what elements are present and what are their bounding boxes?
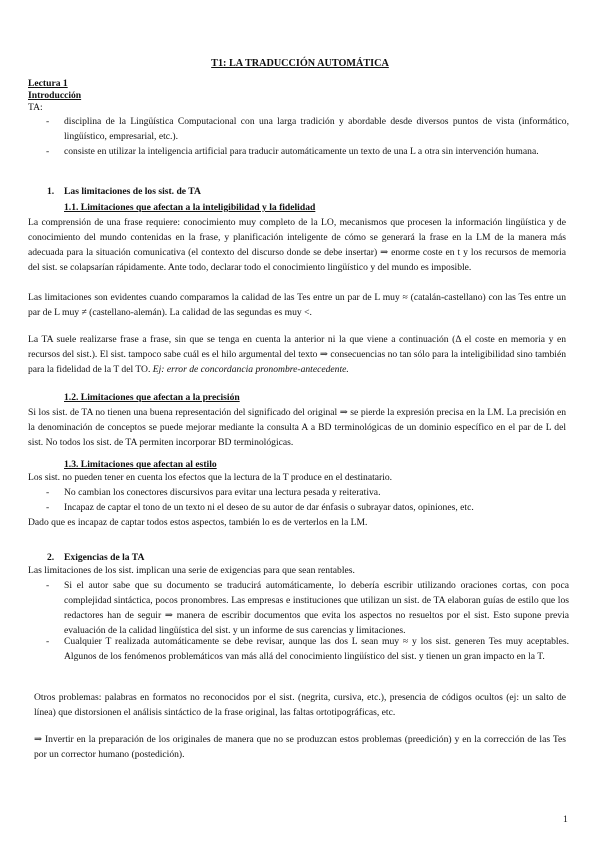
- bullet-dash: -: [46, 146, 50, 157]
- section-2-number: 2.: [47, 552, 55, 563]
- section-2-intro: Las limitaciones de los sist. implican una serie de exigencias para que sean rentables.: [28, 565, 355, 576]
- page-number: 1: [563, 814, 568, 825]
- section-1-1-paragraph-3: [28, 332, 566, 377]
- bullet-dash: -: [46, 636, 50, 647]
- paragraph-3-text: La TA suele realizarse frase a frase, sin que se tenga en cuenta la anterior ni la que viene a continuación (Δ el coste en memoria y en recursos del sist.). El sist. tampoco sabe cuál es el hilo argumental del texto ⇒ consecuencias no tan sólo para la inteligibilidad sino también para la fidelidad de la T del TO.: [28, 334, 566, 375]
- section-1-3-title: 1.3. Limitaciones que afectan al estilo: [64, 459, 217, 470]
- intro-bullet: disciplina de la Lingüística Computacional con una larga tradición y abordable desde diversos puntos de vista (informático, lingüístico, empresarial, etc.).: [64, 116, 569, 142]
- ta-label: TA:: [28, 102, 43, 113]
- section-1-3-paragraph: Los sist. no pueden tener en cuenta los efectos que la lectura de la T produce en el destinatario.: [28, 472, 393, 483]
- section-2-title: Exigencias de la TA: [64, 552, 145, 563]
- style-bullet: Incapaz de captar el tono de un texto ni el deseo de su autor de dar énfasis o subrayar datos, opiniones, etc.: [64, 502, 474, 513]
- section-1-title: Las limitaciones de los sist. de TA: [64, 186, 201, 197]
- lectura-heading: Lectura 1: [28, 78, 68, 89]
- section-1-3-closing: Dado que es incapaz de captar todos estos aspectos, también lo es de verterlos en la LM.: [28, 517, 368, 528]
- section-1-1-title: 1.1. Limitaciones que afectan a la inteligibilidad y la fidelidad: [64, 202, 316, 213]
- requirements-bullet: Si el autor sabe que su documento se traducirá automáticamente, lo debería escribir utilizando oraciones cortas, con poca complejidad sintáctica, pocos pronombres. Las empresas e instituciones que utilizan un sist. de TA elaboran guías de estilo que los redactores han de seguir ⇒ manera de escribir documentos que evita los aspectos no resueltos por el sist. Esto supone previa evaluación de la calidad lingüística del sist. y un informe de sus carencias y limitaciones.: [64, 580, 569, 636]
- section-1-2-paragraph: Si los sist. de TA no tienen una buena representación del significado del original ⇒ se pierde la expresión precisa en la LM. La precisión en la denominación de conceptos se puede mejorar mediante la consulta A a BD terminológicas de un dominio específico en el par de L del sist. No todos los sist. de TA permiten incorporar BD terminológicas.: [28, 407, 566, 448]
- requirements-bullet: Cualquier T realizada automáticamente se debe revisar, aunque las dos L sean muy ≈ y los sist. generen Tes muy aceptables. Algunos de los fenómenos problemáticos van más allá del conocimiento lingüístico del sist. y tienen un gran impacto en la T.: [64, 636, 569, 662]
- bullet-dash: -: [46, 116, 50, 127]
- page-title: T1: LA TRADUCCIÓN AUTOMÁTICA: [211, 58, 389, 69]
- bullet-dash: -: [46, 502, 50, 513]
- section-1-1-paragraph-2: Las limitaciones son evidentes cuando comparamos la calidad de las Tes entre un par de L muy ≈ (catalán-castellano) con las Tes entre un par de L muy ≠ (castellano-alemán). La calidad de las segundas es muy <.: [28, 292, 566, 318]
- investment-paragraph: ⇒ Invertir en la preparación de los originales de manera que no se produzcan estos problemas (preedición) y en la corrección de las Tes por un corrector humano (postedición).: [34, 734, 566, 760]
- style-bullet: No cambian los conectores discursivos para evitar una lectura pesada y reiterativa.: [64, 487, 381, 498]
- section-1-2-title: 1.2. Limitaciones que afectan a la precisión: [64, 392, 240, 403]
- bullet-dash: -: [46, 487, 50, 498]
- other-problems-paragraph: Otros problemas: palabras en formatos no reconocidos por el sist. (negrita, cursiva, etc.), presencia de códigos ocultos (ej: un salto de línea) que distorsionen el análisis sintáctico de la frase original, las faltas ortotipográficas, etc.: [34, 692, 566, 718]
- intro-bullet: consiste en utilizar la inteligencia artificial para traducir automáticamente un texto de una L a otra sin intervención humana.: [64, 146, 539, 157]
- section-1-number: 1.: [47, 186, 55, 197]
- section-1-1-paragraph-1: La comprensión de una frase requiere: conocimiento muy completo de la LO, mecanismos que procesen la información lingüística y de conocimiento del mundo contenidas en la frase, y planificación inteligente de cómo se generará la frase en la LM de la manera más adecuada para la situación comunicativa (el contexto del discurso donde se debe insertar) ⇒ enorme coste en t y los recursos de memoria del sist. se colapsarían rápidamente. Ante todo, declarar todo el conocimiento lingüístico y del mundo es imposible.: [28, 217, 566, 273]
- introduccion-heading: Introducción: [28, 90, 82, 101]
- bullet-dash: -: [46, 580, 50, 591]
- paragraph-3-example: Ej: error de concordancia pronombre-antecedente.: [152, 364, 349, 375]
